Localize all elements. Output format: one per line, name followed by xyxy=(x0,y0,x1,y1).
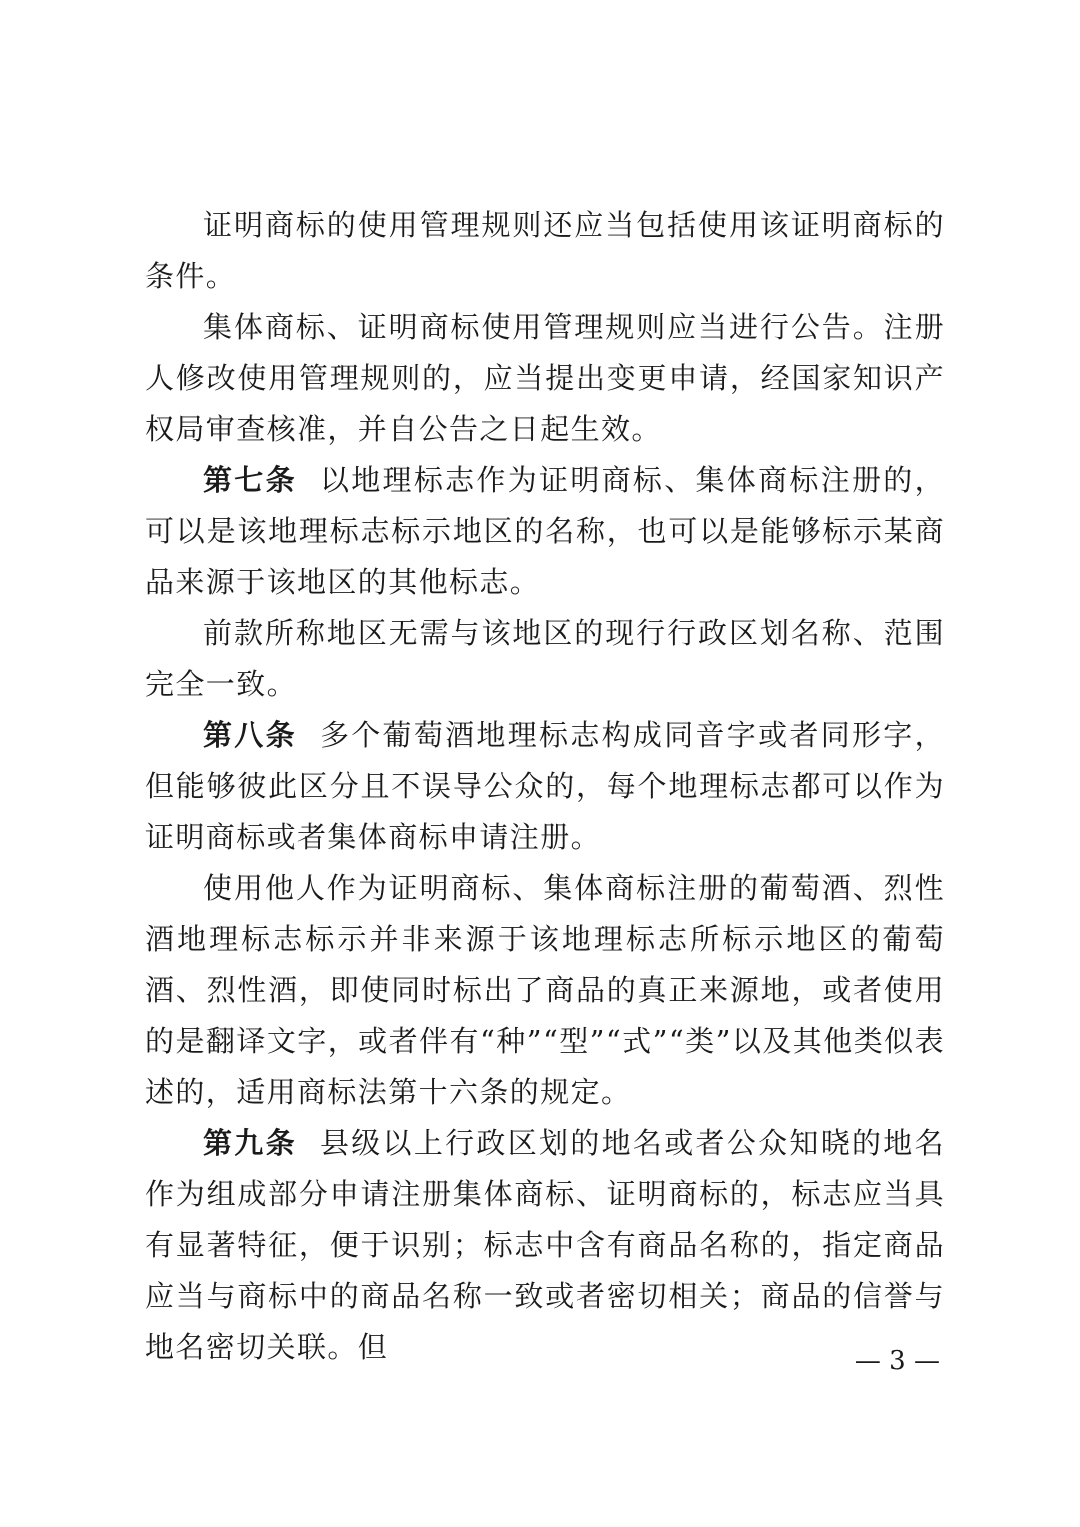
article-number: 第七条 xyxy=(203,463,297,497)
paragraph-text: 使用他人作为证明商标、集体商标注册的葡萄酒、烈性酒地理标志标示并非来源于该地理标志所标示地区的葡萄酒、烈性酒，即使同时标出了商品的真正来源地，或者使用的是翻译文字，或者伴有“种”“型”“式”“类”以及其他类似表述的，适用商标法第十六条的规定。 xyxy=(145,871,945,1109)
paragraph-text: 证明商标的使用管理规则还应当包括使用该证明商标的条件。 xyxy=(145,208,945,293)
paragraph-text: 以地理标志作为证明商标、集体商标注册的，可以是该地理标志标示地区的名称，也可以是能够标示某商品来源于该地区的其他标志。 xyxy=(145,463,945,599)
page-number: — 3 — xyxy=(854,1346,940,1376)
paragraph-2 xyxy=(145,302,945,455)
article-9 xyxy=(145,1118,945,1373)
paragraph-1 xyxy=(145,200,945,302)
body-text xyxy=(145,200,945,1373)
article-number: 第八条 xyxy=(203,718,297,752)
paragraph-4 xyxy=(145,608,945,710)
article-7 xyxy=(145,455,945,608)
paragraph-text: 县级以上行政区划的地名或者公众知晓的地名作为组成部分申请注册集体商标、证明商标的，标志应当具有显著特征，便于识别；标志中含有商品名称的，指定商品应当与商标中的商品名称一致或者密切相关；商品的信誉与地名密切关联。但 xyxy=(145,1126,945,1364)
paragraph-text: 多个葡萄酒地理标志构成同音字或者同形字，但能够彼此区分且不误导公众的，每个地理标志都可以作为证明商标或者集体商标申请注册。 xyxy=(145,718,945,854)
paragraph-6 xyxy=(145,863,945,1118)
paragraph-text: 集体商标、证明商标使用管理规则应当进行公告。注册人修改使用管理规则的，应当提出变更申请，经国家知识产权局审查核准，并自公告之日起生效。 xyxy=(145,310,945,446)
article-number: 第九条 xyxy=(203,1126,297,1160)
article-8 xyxy=(145,710,945,863)
paragraph-text: 前款所称地区无需与该地区的现行行政区划名称、范围完全一致。 xyxy=(145,616,945,701)
